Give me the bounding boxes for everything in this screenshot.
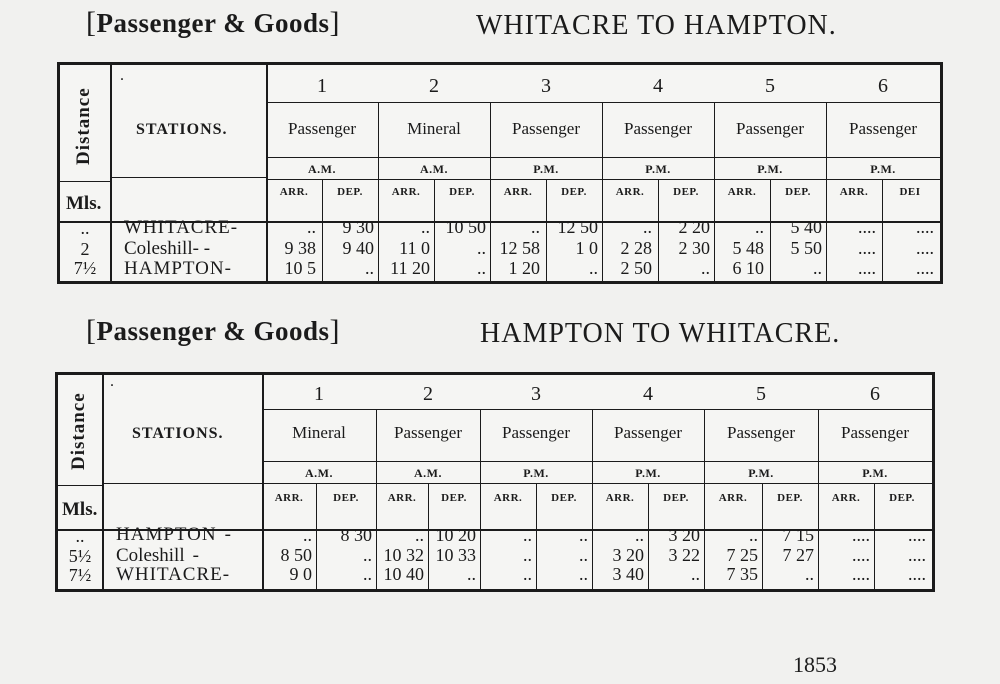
time-cell: 8 50: [280, 545, 312, 565]
time-cell: 7 27: [782, 545, 814, 565]
stations-header-divider: [102, 483, 262, 484]
train-1-period: A.M.: [305, 466, 333, 480]
distance-header-divider: [60, 181, 110, 182]
time-cell: ..: [749, 525, 758, 545]
time-cell: 10 5: [284, 258, 316, 278]
timetable-2: [55, 372, 935, 592]
time-cell: ..: [307, 217, 316, 237]
train-1-type: Mineral: [292, 423, 346, 442]
train-5-type: Passenger: [727, 423, 795, 442]
time-cell: ....: [858, 258, 876, 278]
station-name: [124, 238, 210, 260]
time-cell: 5 48: [732, 238, 764, 258]
train-3-type: Passenger: [502, 423, 570, 442]
time-cell: ....: [916, 258, 934, 278]
station-suffix: -: [222, 564, 231, 585]
time-cell: 12 58: [499, 238, 540, 258]
train-1-dep-label: DEP.: [333, 492, 359, 504]
time-cell: ..: [579, 525, 588, 545]
time-cell: ..: [635, 525, 644, 545]
train-4-number: 4: [643, 383, 653, 405]
time-cell: 7 35: [726, 564, 758, 584]
distance-header: Distance: [73, 87, 94, 165]
time-cell: 10 20: [435, 525, 476, 545]
train-4-arr-label: ARR.: [615, 186, 645, 198]
time-cell: ....: [916, 217, 934, 237]
miles-header: Mls.: [62, 499, 98, 520]
time-cell: 9 40: [342, 238, 374, 258]
time-cell: 11 20: [390, 258, 430, 278]
train-6-arr-label: ARR.: [839, 186, 869, 198]
time-cell: ..: [523, 564, 532, 584]
station-name: [124, 258, 232, 280]
time-cell: ....: [908, 564, 926, 584]
time-cell: ..: [579, 564, 588, 584]
time-cell: ..: [363, 564, 372, 584]
train-6-number: 6: [870, 383, 880, 405]
train-1-number: 1: [314, 383, 324, 405]
distance-header-divider: [58, 485, 102, 486]
header-dot: .: [110, 373, 114, 390]
time-cell: 6 10: [732, 258, 764, 278]
stations-header: STATIONS.: [136, 121, 228, 138]
train-2-dep-label: DEP.: [449, 186, 475, 198]
bracket-open: [: [86, 314, 97, 347]
time-cell: ..: [805, 564, 814, 584]
time-cell: ..: [365, 258, 374, 278]
time-cell: ..: [523, 545, 532, 565]
time-cell: ..: [477, 258, 486, 278]
time-cell: 10 40: [383, 564, 424, 584]
train-4-dep-label: DEP.: [673, 186, 699, 198]
time-cell: ..: [579, 545, 588, 565]
stations-header: STATIONS.: [132, 425, 224, 442]
train-1-arr-label: ARR.: [279, 186, 309, 198]
distance-header: Distance: [68, 392, 89, 470]
train-5-arr-label: ARR.: [727, 186, 757, 198]
timetable-1: [57, 62, 943, 284]
header-dot: .: [120, 67, 124, 84]
type-row-divider: [262, 461, 932, 462]
footer-year: 1853: [793, 652, 837, 677]
train-4-period: P.M.: [635, 466, 661, 480]
station-label: Coleshill: [116, 545, 185, 566]
time-cell: 3 40: [612, 564, 644, 584]
time-cell: ....: [852, 525, 870, 545]
time-cell: 9 0: [289, 564, 312, 584]
train-1-period: A.M.: [308, 162, 336, 176]
distance-column-divider: [102, 375, 104, 589]
train-3-period: P.M.: [533, 162, 559, 176]
station-suffix: -: [224, 258, 232, 279]
time-cell: 1 20: [508, 258, 540, 278]
distance-cell: ..: [75, 526, 85, 546]
time-cell: 3 22: [668, 545, 700, 565]
time-cell: 5 50: [790, 238, 822, 258]
stations-header-divider: [110, 177, 266, 178]
train-4-number: 4: [653, 75, 663, 97]
train-5-dep-label: DEP.: [777, 492, 803, 504]
timetable-1-heading-right: WHITACRE TO HAMPTON.: [476, 10, 837, 41]
heading-left-text: Passenger & Goods: [96, 8, 330, 38]
train-4-period: P.M.: [645, 162, 671, 176]
train-2-dep-label: DEP.: [441, 492, 467, 504]
timetable-2-heading-right: HAMPTON TO WHITACRE.: [480, 318, 841, 349]
time-cell: 8 30: [340, 525, 372, 545]
time-cell: ....: [858, 238, 876, 258]
station-label: HAMPTON: [116, 524, 217, 545]
time-cell: ..: [421, 217, 430, 237]
train-2-period: A.M.: [420, 162, 448, 176]
distance-column-divider: [110, 65, 112, 281]
train-4-arr-label: ARR.: [605, 492, 635, 504]
train-5-number: 5: [765, 75, 775, 97]
time-cell: ....: [852, 545, 870, 565]
train-3-dep-label: DEP.: [561, 186, 587, 198]
station-label: Coleshill: [124, 238, 193, 259]
timetable-2-heading-left: [86, 314, 340, 348]
train-6-dep-label: DEI: [899, 186, 921, 198]
train-1-dep-label: DEP.: [337, 186, 363, 198]
type-row-divider: [266, 157, 940, 158]
train-4-type: Passenger: [614, 423, 682, 442]
train-2-period: A.M.: [414, 466, 442, 480]
time-cell: ..: [643, 217, 652, 237]
time-cell: 12 50: [557, 217, 598, 237]
station-label: HAMPTON: [124, 258, 225, 279]
time-cell: ....: [908, 525, 926, 545]
station-suffix: -: [230, 217, 239, 238]
miles-header: Mls.: [66, 193, 102, 214]
time-cell: 10 33: [435, 545, 476, 565]
station-suffix: -: [192, 545, 199, 566]
time-cell: ..: [813, 258, 822, 278]
train-3-arr-label: ARR.: [493, 492, 523, 504]
train-2-type: Mineral: [407, 119, 461, 138]
time-cell: ..: [415, 525, 424, 545]
train-5-dep-label: DEP.: [785, 186, 811, 198]
bracket-close: ]: [329, 314, 341, 347]
train-6-dep-label: DEP.: [889, 492, 915, 504]
time-cell: ..: [755, 217, 764, 237]
train-1-type: Passenger: [288, 119, 356, 138]
train-5-arr-label: ARR.: [718, 492, 748, 504]
train-1-number: 1: [317, 75, 327, 97]
time-cell: 2 30: [678, 238, 710, 258]
station-name: [116, 524, 232, 546]
train-3-type: Passenger: [512, 119, 580, 138]
time-cell: 2 20: [678, 217, 710, 237]
distance-cell: 2: [80, 239, 90, 259]
time-cell: ....: [916, 238, 934, 258]
train-3-number: 3: [541, 75, 551, 97]
timetable-1-heading-left: [86, 6, 340, 40]
train-2-type: Passenger: [394, 423, 462, 442]
time-cell: ..: [467, 564, 476, 584]
train-6-period: P.M.: [862, 466, 888, 480]
time-cell: ....: [852, 564, 870, 584]
time-cell: 1 0: [575, 238, 598, 258]
time-cell: ....: [858, 217, 876, 237]
distance-cell: 5½: [68, 546, 92, 566]
train-4-type: Passenger: [624, 119, 692, 138]
train-5-period: P.M.: [757, 162, 783, 176]
train-5-period: P.M.: [748, 466, 774, 480]
train-6-period: P.M.: [870, 162, 896, 176]
train-3-dep-label: DEP.: [551, 492, 577, 504]
distance-cell: ..: [80, 218, 90, 238]
train-2-arr-label: ARR.: [387, 492, 417, 504]
train-2-number: 2: [429, 75, 439, 97]
period-row-divider: [262, 483, 932, 484]
train-5-number: 5: [756, 383, 766, 405]
time-cell: ..: [303, 525, 312, 545]
time-cell: 5 40: [790, 217, 822, 237]
time-cell: 7 15: [782, 525, 814, 545]
train-1-arr-label: ARR.: [274, 492, 304, 504]
distance-cell: 7½: [73, 258, 97, 278]
time-cell: ..: [477, 238, 486, 258]
time-cell: ..: [589, 258, 598, 278]
train-5-type: Passenger: [736, 119, 804, 138]
train-2-number: 2: [423, 383, 433, 405]
station-name: [124, 217, 238, 239]
period-row-divider: [266, 179, 940, 180]
train-3-period: P.M.: [523, 466, 549, 480]
time-cell: 10 50: [445, 217, 486, 237]
time-cell: 7 25: [726, 545, 758, 565]
time-cell: 9 38: [284, 238, 316, 258]
time-cell: ..: [523, 525, 532, 545]
station-name: [116, 564, 230, 586]
station-label: WHITACRE: [124, 217, 231, 238]
time-cell: 11 0: [399, 238, 430, 258]
bracket-close: ]: [329, 6, 341, 39]
number-row-divider: [262, 409, 932, 410]
train-6-type: Passenger: [841, 423, 909, 442]
time-cell: ....: [908, 545, 926, 565]
time-cell: 3 20: [612, 545, 644, 565]
station-label: WHITACRE: [116, 564, 223, 585]
bracket-open: [: [86, 6, 97, 39]
distance-cell: 7½: [68, 565, 92, 585]
time-cell: 2 28: [620, 238, 652, 258]
heading-left-text: Passenger & Goods: [96, 316, 330, 346]
time-cell: 9 30: [342, 217, 374, 237]
train-2-arr-label: ARR.: [391, 186, 421, 198]
time-cell: 2 50: [620, 258, 652, 278]
number-row-divider: [266, 102, 940, 103]
time-cell: ..: [531, 217, 540, 237]
train-3-number: 3: [531, 383, 541, 405]
time-cell: ..: [363, 545, 372, 565]
time-cell: ..: [691, 564, 700, 584]
station-suffix: -: [224, 524, 232, 545]
time-cell: 3 20: [668, 525, 700, 545]
train-3-arr-label: ARR.: [503, 186, 533, 198]
train-6-type: Passenger: [849, 119, 917, 138]
train-6-number: 6: [878, 75, 888, 97]
station-suffix: - -: [192, 238, 211, 259]
train-6-arr-label: ARR.: [831, 492, 861, 504]
time-cell: 10 32: [383, 545, 424, 565]
time-cell: ..: [701, 258, 710, 278]
train-4-dep-label: DEP.: [663, 492, 689, 504]
